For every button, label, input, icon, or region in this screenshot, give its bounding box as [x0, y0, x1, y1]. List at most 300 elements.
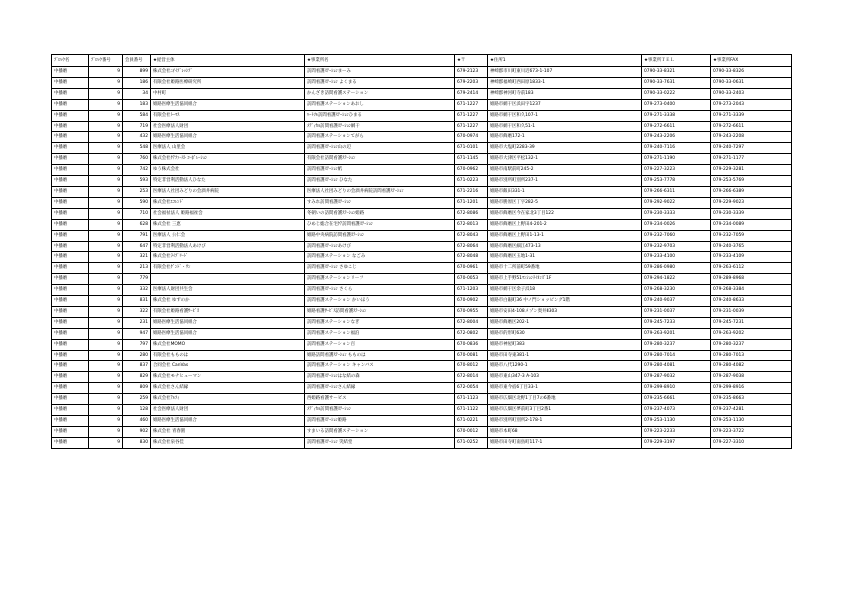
- postal-code-cell: 670-0836: [455, 339, 488, 350]
- table-row: [52, 241, 792, 252]
- fax-cell: 079-245-7231: [711, 317, 792, 328]
- office-name-cell: 訪問看護ｽﾃｰｼｮﾝあけび: [305, 241, 455, 252]
- block-name-cell: 中播磨: [52, 339, 89, 350]
- fax-cell: 079-280-4082: [711, 361, 792, 372]
- address-cell: 姫路市別所町別所237-1: [488, 176, 642, 187]
- header-postal-code: ★〒: [455, 55, 488, 67]
- postal-code-cell: 672-8004: [455, 317, 488, 328]
- tel-cell: 079-271-3338: [642, 110, 711, 121]
- fax-cell: 079-229-9023: [711, 197, 792, 208]
- fax-cell: 079-229-3281: [711, 165, 792, 176]
- office-name-cell: 訪問看護ｽﾃｰｼｮﾝはな結の森: [305, 372, 455, 383]
- address-cell: 姫路市南駅前町245-2: [488, 165, 642, 176]
- tel-cell: 079-268-3230: [642, 285, 711, 296]
- block-name-cell: 中播磨: [52, 426, 89, 437]
- block-name-cell: 中播磨: [52, 317, 89, 328]
- fax-cell: 0790-33-8326: [711, 67, 792, 78]
- postal-code-cell: 670-0974: [455, 132, 488, 143]
- member-number-cell: 779: [123, 274, 151, 285]
- block-number-cell: 9: [89, 328, 123, 339]
- member-number-cell: 797: [123, 339, 151, 350]
- address-cell: 姫路市広畑区北野1丁目7の6番地: [488, 394, 642, 405]
- office-name-cell: 訪問看護ｽﾃｰｼｮﾝ さゆこじ: [305, 263, 455, 274]
- address-cell: 姫路市大津区平松132-1: [488, 154, 642, 165]
- postal-code-cell: 670-0902: [455, 296, 488, 307]
- office-name-cell: 訪問看護ｽﾃｰｼｮﾝ山の辺: [305, 143, 455, 154]
- office-name-cell: 訪問看護ｽﾃｰｼｮﾝ よくまる: [305, 77, 455, 88]
- postal-code-cell: 672-8048: [455, 252, 488, 263]
- table-body: [52, 67, 792, 449]
- office-name-cell: 冬朝いの訪問看護ｽﾃｰｼｮﾝ姫路: [305, 208, 455, 219]
- tel-cell: 079-299-8910: [642, 383, 711, 394]
- block-number-cell: 9: [89, 285, 123, 296]
- member-number-cell: 719: [123, 121, 151, 132]
- fax-cell: 079-271-1177: [711, 154, 792, 165]
- table-row: [52, 263, 792, 274]
- fax-cell: 0790-33-2403: [711, 88, 792, 99]
- postal-code-cell: 671-0221: [455, 416, 488, 427]
- table-row: [52, 132, 792, 143]
- tel-cell: 079-253-1130: [642, 416, 711, 427]
- fax-cell: 079-237-4281: [711, 405, 792, 416]
- block-number-cell: 9: [89, 306, 123, 317]
- address-cell: 姫路市安田4-108メゾン奥井Ⅱ303: [488, 306, 642, 317]
- block-name-cell: 中播磨: [52, 241, 89, 252]
- member-number-cell: 322: [123, 306, 151, 317]
- member-number-cell: 253: [123, 186, 151, 197]
- header-member-number: 会員番号: [123, 55, 151, 67]
- operator-cell: 医療法人 公仁会: [151, 230, 305, 241]
- operator-cell: 株式会社 三恵: [151, 219, 305, 230]
- block-number-cell: 9: [89, 416, 123, 427]
- block-number-cell: 9: [89, 383, 123, 394]
- office-name-cell: 姫路中央病院訪問看護ｽﾃｰｼｮﾝ: [305, 230, 455, 241]
- operator-cell: 医療法人社団みどりの会酒井病院: [151, 186, 305, 197]
- operator-cell: 有限会社もものは: [151, 350, 305, 361]
- address-cell: 姫路市網干区和久51-1: [488, 121, 642, 132]
- operator-cell: 有限会社姫路看護ｻｰﾋﾞｽ: [151, 306, 305, 317]
- member-number-cell: 647: [123, 241, 151, 252]
- tel-cell: 079-286-0980: [642, 263, 711, 274]
- operator-cell: 株式会社MOMO: [151, 339, 305, 350]
- member-number-cell: 899: [123, 67, 151, 78]
- fax-cell: 079-263-9202: [711, 328, 792, 339]
- fax-cell: 079-227-3310: [711, 437, 792, 448]
- block-number-cell: 9: [89, 208, 123, 219]
- operator-cell: ゆう株式会社: [151, 165, 305, 176]
- table-row: [52, 230, 792, 241]
- postal-code-cell: 670-0081: [455, 350, 488, 361]
- tel-cell: 079-280-7014: [642, 350, 711, 361]
- postal-code-cell: 670-8012: [455, 361, 488, 372]
- office-name-cell: 訪問看護ステーションあおし: [305, 99, 455, 110]
- tel-cell: 079-234-0026: [642, 219, 711, 230]
- operator-cell: 株式会社ｴｺﾚﾝﾄﾞ: [151, 197, 305, 208]
- header-block-number: ﾌﾞﾛｯｸ番号: [89, 55, 123, 67]
- block-number-cell: 9: [89, 372, 123, 383]
- operator-cell: 医療法人 山里会: [151, 143, 305, 154]
- tel-cell: 079-245-7233: [642, 317, 711, 328]
- facility-table: [51, 54, 792, 449]
- member-number-cell: 332: [123, 285, 151, 296]
- address-cell: 姫路市上手野51ﾏﾝｼｮﾝﾗｲｵﾝｽﾞ1F: [488, 274, 642, 285]
- office-name-cell: 姫路看護ｻｰﾋﾞｽ訪問看護ｽﾃｰｼｮﾝ: [305, 306, 455, 317]
- postal-code-cell: 672-8014: [455, 372, 488, 383]
- table-row: [52, 274, 792, 285]
- tel-cell: 079-263-9201: [642, 328, 711, 339]
- postal-code-cell: 671-1227: [455, 99, 488, 110]
- table-row: [52, 372, 792, 383]
- fax-cell: 079-289-8968: [711, 274, 792, 285]
- header-row: [52, 55, 792, 67]
- fax-cell: 079-243-2208: [711, 132, 792, 143]
- block-name-cell: 中播磨: [52, 165, 89, 176]
- operator-cell: 姫路医療生活協同組合: [151, 317, 305, 328]
- operator-cell: 社会福祉法人 姫路福祉会: [151, 208, 305, 219]
- office-name-cell: ﾒﾃﾞｨｶﾙ訪問看護ｽﾃｰｼｮﾝ: [305, 405, 455, 416]
- member-number-cell: 280: [123, 350, 151, 361]
- block-name-cell: 中播磨: [52, 405, 89, 416]
- postal-code-cell: 672-0054: [455, 383, 488, 394]
- member-number-cell: 760: [123, 154, 151, 165]
- postal-code-cell: 671-1145: [455, 154, 488, 165]
- table-row: [52, 306, 792, 317]
- block-number-cell: 9: [89, 99, 123, 110]
- operator-cell: 株式会社 青春園: [151, 426, 305, 437]
- fax-cell: 079-280-7013: [711, 350, 792, 361]
- postal-code-cell: 671-0252: [455, 437, 488, 448]
- block-name-cell: 中播磨: [52, 306, 89, 317]
- member-number-cell: 128: [123, 405, 151, 416]
- block-name-cell: 中播磨: [52, 121, 89, 132]
- address-cell: 姫路市飾磨区上野田1-13-1: [488, 230, 642, 241]
- fax-cell: 079-223-3722: [711, 426, 792, 437]
- tel-cell: 079-243-2206: [642, 132, 711, 143]
- tel-cell: 079-273-0400: [642, 99, 711, 110]
- fax-cell: 079-232-7059: [711, 230, 792, 241]
- operator-cell: 特定非営利活動法人あけび: [151, 241, 305, 252]
- operator-cell: 社会医療法人財団: [151, 121, 305, 132]
- block-name-cell: 中播磨: [52, 197, 89, 208]
- postal-code-cell: 670-0962: [455, 165, 488, 176]
- member-number-cell: 34: [123, 88, 151, 99]
- member-number-cell: 432: [123, 132, 151, 143]
- block-name-cell: 中播磨: [52, 437, 89, 448]
- member-number-cell: 593: [123, 176, 151, 187]
- postal-code-cell: 671-1227: [455, 110, 488, 121]
- address-cell: 姫路市飾磨区細江473-13: [488, 241, 642, 252]
- header-office-name: ★事業所名: [305, 55, 455, 67]
- block-name-cell: 中播磨: [52, 328, 89, 339]
- postal-code-cell: 671-1201: [455, 197, 488, 208]
- address-cell: 姫路市本町68: [488, 426, 642, 437]
- postal-code-cell: 672-8086: [455, 208, 488, 219]
- header-block-name: ﾌﾞﾛｯｸ名: [52, 55, 89, 67]
- operator-cell: 株式会社ｱﾙﾌｨ: [151, 394, 305, 405]
- member-number-cell: 809: [123, 383, 151, 394]
- member-number-cell: 231: [123, 317, 151, 328]
- operator-cell: [151, 274, 305, 285]
- block-number-cell: 9: [89, 350, 123, 361]
- postal-code-cell: 671-1203: [455, 285, 488, 296]
- fax-cell: 079-287-9038: [711, 372, 792, 383]
- office-name-cell: かんざき訪問看護ステーション: [305, 88, 455, 99]
- block-number-cell: 9: [89, 197, 123, 208]
- block-name-cell: 中播磨: [52, 99, 89, 110]
- tel-cell: 079-280-3237: [642, 339, 711, 350]
- table-row: [52, 339, 792, 350]
- table-row: [52, 361, 792, 372]
- postal-code-cell: 672-0802: [455, 328, 488, 339]
- header-address: ★住所1: [488, 55, 642, 67]
- office-name-cell: ひめじ総合在宅ｹｱ訪問看護ｽﾃｰｼｮﾝ: [305, 219, 455, 230]
- office-name-cell: 訪問看護ステーション百: [305, 339, 455, 350]
- address-cell: 姫路市十二所前町59番地: [488, 263, 642, 274]
- block-name-cell: 中播磨: [52, 252, 89, 263]
- office-name-cell: ﾊｰﾄﾌﾙ訪問看護ｽﾃｰｼｮﾝひまる: [305, 110, 455, 121]
- office-name-cell: 姫路訪問看護ｽﾃｰｼｮﾝ もものは: [305, 350, 455, 361]
- address-cell: 姫路市飾磨区上野田4-201-2: [488, 219, 642, 230]
- member-number-cell: 831: [123, 296, 151, 307]
- postal-code-cell: 670-0053: [455, 274, 488, 285]
- operator-cell: 姫路医療生活協同組合: [151, 328, 305, 339]
- table-row: [52, 154, 792, 165]
- operator-cell: 株式会社モナヒューマン: [151, 372, 305, 383]
- member-number-cell: 548: [123, 143, 151, 154]
- fax-cell: 079-268-3384: [711, 285, 792, 296]
- operator-cell: 社会医療法人財団: [151, 405, 305, 416]
- fax-cell: 079-263-6112: [711, 263, 792, 274]
- table-row: [52, 383, 792, 394]
- table-row: [52, 208, 792, 219]
- operator-cell: 株式会社ｹｱﾌｧｰｽﾄ ｺｰﾎﾟﾚｰｼｮﾝ: [151, 154, 305, 165]
- address-cell: 姫路市広畑区夢前町3丁目2番1: [488, 405, 642, 416]
- block-number-cell: 9: [89, 263, 123, 274]
- block-name-cell: 中播磨: [52, 296, 89, 307]
- fax-cell: 079-233-4109: [711, 252, 792, 263]
- table-row: [52, 77, 792, 88]
- block-name-cell: 中播磨: [52, 176, 89, 187]
- address-cell: 姫路市東今宿6丁目33-1: [488, 383, 642, 394]
- tel-cell: 079-240-9037: [642, 296, 711, 307]
- tel-cell: 079-231-0037: [642, 306, 711, 317]
- table-row: [52, 143, 792, 154]
- office-name-cell: 訪問看護ｽﾃｰｼｮﾝ ひなた: [305, 176, 455, 187]
- header-fax: ★事業所FAX: [711, 55, 792, 67]
- member-number-cell: 710: [123, 208, 151, 219]
- table-row: [52, 186, 792, 197]
- block-name-cell: 中播磨: [52, 110, 89, 121]
- postal-code-cell: 671-0101: [455, 143, 488, 154]
- fax-cell: 079-234-0089: [711, 219, 792, 230]
- block-name-cell: 中播磨: [52, 208, 89, 219]
- block-number-cell: 9: [89, 394, 123, 405]
- address-cell: 姫路市網干区余子浜18: [488, 285, 642, 296]
- table-row: [52, 110, 792, 121]
- fax-cell: 079-240-8633: [711, 296, 792, 307]
- block-number-cell: 9: [89, 186, 123, 197]
- operator-cell: 有限会社ﾄｰﾏｽ: [151, 110, 305, 121]
- office-name-cell: 西姫路看護サービス: [305, 394, 455, 405]
- block-number-cell: 9: [89, 143, 123, 154]
- tel-cell: 0790-33-8321: [642, 67, 711, 78]
- table-row: [52, 88, 792, 99]
- fax-cell: 079-253-1130: [711, 416, 792, 427]
- address-cell: 姫路市白銀町36 中ノ門ショッピング1階: [488, 296, 642, 307]
- block-number-cell: 9: [89, 88, 123, 99]
- table-row: [52, 296, 792, 307]
- operator-cell: 中村町: [151, 88, 305, 99]
- header-tel: ★事業所ＴＥＬ: [642, 55, 711, 67]
- tel-cell: 079-232-7060: [642, 230, 711, 241]
- office-name-cell: 訪問看護ｽﾃｰｼｮﾝまーみ: [305, 67, 455, 78]
- block-number-cell: 9: [89, 241, 123, 252]
- operator-cell: 株式会社ﾆﾁｲﾌﾞﾚｯｼﾌﾞ: [151, 67, 305, 78]
- member-number-cell: 213: [123, 263, 151, 274]
- member-number-cell: 791: [123, 230, 151, 241]
- table-row: [52, 328, 792, 339]
- tel-cell: 079-292-9022: [642, 197, 711, 208]
- postal-code-cell: 672-8043: [455, 230, 488, 241]
- fax-cell: 079-231-0039: [711, 306, 792, 317]
- tel-cell: 079-272-6611: [642, 121, 711, 132]
- address-cell: 姫路市田寺町南鳥町117-1: [488, 437, 642, 448]
- tel-cell: 079-227-3223: [642, 165, 711, 176]
- table-row: [52, 219, 792, 230]
- member-number-cell: 947: [123, 328, 151, 339]
- table-row: [52, 394, 792, 405]
- address-cell: 神崎郡福崎町西田原1833-1: [488, 77, 642, 88]
- block-name-cell: 中播磨: [52, 372, 89, 383]
- tel-cell: 079-253-7778: [642, 176, 711, 187]
- table-row: [52, 165, 792, 176]
- block-name-cell: 中播磨: [52, 361, 89, 372]
- office-name-cell: 有限会社訪問看護ｽﾃｰｼｮﾝ: [305, 154, 455, 165]
- address-cell: 姫路市網干区浜田字1237: [488, 99, 642, 110]
- office-name-cell: 訪問看護ステーションリーフ: [305, 274, 455, 285]
- office-name-cell: 訪問看護ステーション キャンバス: [305, 361, 455, 372]
- tel-cell: 079-232-9703: [642, 241, 711, 252]
- block-name-cell: 中播磨: [52, 67, 89, 78]
- block-name-cell: 中播磨: [52, 77, 89, 88]
- fax-cell: 079-271-3339: [711, 110, 792, 121]
- tel-cell: 079-223-2233: [642, 426, 711, 437]
- operator-cell: 有限会社ｹﾞﾝﾄﾞ・ﾜﾝ: [151, 263, 305, 274]
- office-name-cell: すまいる訪問看護ステーション: [305, 426, 455, 437]
- block-number-cell: 9: [89, 252, 123, 263]
- fax-cell: 079-253-5769: [711, 176, 792, 187]
- table-row: [52, 416, 792, 427]
- block-number-cell: 9: [89, 296, 123, 307]
- address-cell: 姫路市別所町別所2-178-1: [488, 416, 642, 427]
- fax-cell: 079-299-8916: [711, 383, 792, 394]
- address-cell: 神崎郡神河町寺前183: [488, 88, 642, 99]
- fax-cell: 079-272-6611: [711, 121, 792, 132]
- table-row: [52, 285, 792, 296]
- block-number-cell: 9: [89, 426, 123, 437]
- address-cell: 姫路市飾磨172-1: [488, 132, 642, 143]
- block-name-cell: 中播磨: [52, 230, 89, 241]
- block-number-cell: 9: [89, 165, 123, 176]
- operator-cell: 株式会社さん結縁: [151, 383, 305, 394]
- member-number-cell: 829: [123, 372, 151, 383]
- block-number-cell: 9: [89, 154, 123, 165]
- block-name-cell: 中播磨: [52, 285, 89, 296]
- address-cell: 姫路市的形町630: [488, 328, 642, 339]
- table-row: [52, 426, 792, 437]
- office-name-cell: 訪問看護ステーション なごみ: [305, 252, 455, 263]
- fax-cell: 079-273-2043: [711, 99, 792, 110]
- operator-cell: 有限会社姫路医療研究所: [151, 77, 305, 88]
- block-name-cell: 中播磨: [52, 132, 89, 143]
- table-row: [52, 252, 792, 263]
- member-number-cell: 628: [123, 219, 151, 230]
- postal-code-cell: 672-8013: [455, 219, 488, 230]
- postal-code-cell: 672-8064: [455, 241, 488, 252]
- office-name-cell: 訪問看護ｽﾃｰｼｮﾝ 笑結堂: [305, 437, 455, 448]
- block-number-cell: 9: [89, 121, 123, 132]
- tel-cell: 079-233-4100: [642, 252, 711, 263]
- office-name-cell: 訪問看護ｽﾃｰｼｮﾝ姫路: [305, 416, 455, 427]
- member-number-cell: 830: [123, 437, 151, 448]
- block-number-cell: 9: [89, 361, 123, 372]
- fax-cell: 079-230-3339: [711, 208, 792, 219]
- tel-cell: 079-294-1822: [642, 274, 711, 285]
- member-number-cell: 460: [123, 416, 151, 427]
- table-row: [52, 317, 792, 328]
- postal-code-cell: 671-0223: [455, 176, 488, 187]
- office-name-cell: 訪問看護ステーション福泊: [305, 328, 455, 339]
- member-number-cell: 186: [123, 77, 151, 88]
- block-name-cell: 中播磨: [52, 383, 89, 394]
- address-cell: 姫路市八代1290-1: [488, 361, 642, 372]
- postal-code-cell: 679-2203: [455, 77, 488, 88]
- block-number-cell: 9: [89, 437, 123, 448]
- block-name-cell: 中播磨: [52, 350, 89, 361]
- fax-cell: 079-235-8663: [711, 394, 792, 405]
- member-number-cell: 902: [123, 426, 151, 437]
- office-name-cell: 医療法人社団みどりの会酒井病院訪問看護ｽﾃｰｼｮﾝ: [305, 186, 455, 197]
- address-cell: 姫路市飯田331-1: [488, 186, 642, 197]
- address-cell: 姫路市神屋町383: [488, 339, 642, 350]
- block-name-cell: 中播磨: [52, 154, 89, 165]
- table-row: [52, 437, 792, 448]
- tel-cell: 079-237-4073: [642, 405, 711, 416]
- operator-cell: 特定非営利活動法人ひなた: [151, 176, 305, 187]
- fax-cell: 079-280-3237: [711, 339, 792, 350]
- member-number-cell: 742: [123, 165, 151, 176]
- operator-cell: 姫路医療生活協同組合: [151, 132, 305, 143]
- address-cell: 姫路市田寺東381-1: [488, 350, 642, 361]
- address-cell: 姫路市飾磨区玉地1-31: [488, 252, 642, 263]
- postal-code-cell: 679-2123: [455, 67, 488, 78]
- block-number-cell: 9: [89, 274, 123, 285]
- block-name-cell: 中播磨: [52, 416, 89, 427]
- block-name-cell: 中播磨: [52, 186, 89, 197]
- block-number-cell: 9: [89, 110, 123, 121]
- block-name-cell: 中播磨: [52, 143, 89, 154]
- member-number-cell: 837: [123, 361, 151, 372]
- member-number-cell: 259: [123, 394, 151, 405]
- office-name-cell: 訪問看護ｽﾃｰｼｮﾝ さくら: [305, 285, 455, 296]
- block-number-cell: 9: [89, 132, 123, 143]
- block-name-cell: 中播磨: [52, 274, 89, 285]
- table-row: [52, 99, 792, 110]
- tel-cell: 079-287-9032: [642, 372, 711, 383]
- table-row: [52, 176, 792, 187]
- operator-cell: 株式会社 ゆずのか: [151, 296, 305, 307]
- tel-cell: 079-229-3197: [642, 437, 711, 448]
